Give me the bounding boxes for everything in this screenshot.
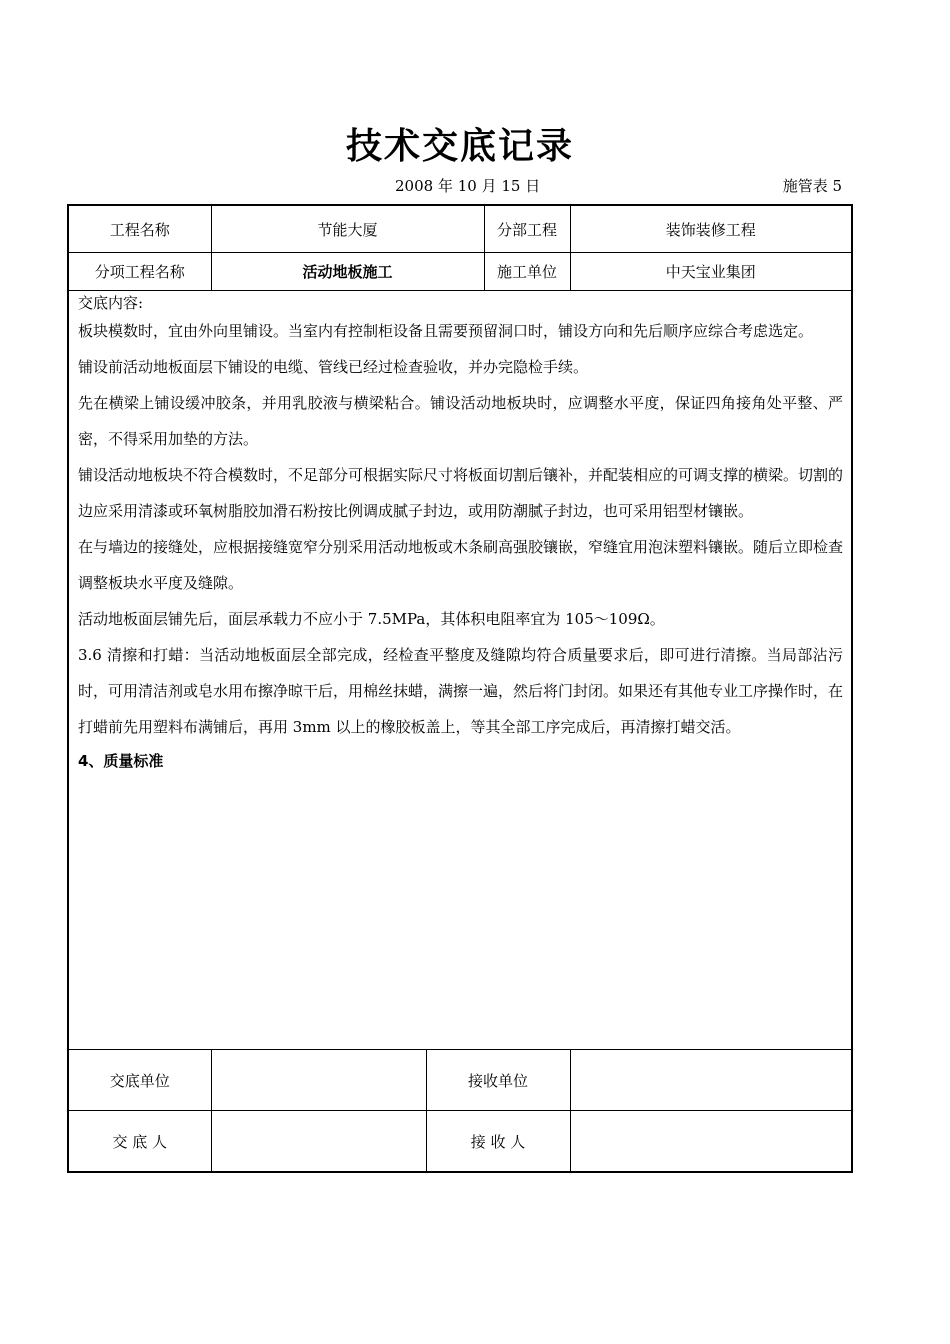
content-paragraph: 活动地板面层铺先后，面层承载力不应小于 7.5MPa，其体积电阻率宜为 105～109Ω。 [78,610,665,628]
project-label: 工程名称 [68,205,211,253]
unit-sign-row [68,1050,852,1111]
content-paragraph: 3.6 清擦和打蜡：当活动地板面层全部完成，经检查平整度及缝隙均符合质量要求后，即可进行清擦。当局部沾污时，可用清洁剂或皂水用布擦净晾干后，用棉丝抹蜡，满擦一遍，然后将门封闭。如果还有其他专业工序操作时，在打蜡前先用塑料布满铺后，再用 3mm 以上的橡胶板盖上，等其全部工序完成后，再清擦打蜡交活。 [78,646,844,736]
receiver-unit-value [570,1050,852,1111]
receiver-label: 接 收 人 [426,1111,570,1173]
content-paragraph: 铺设前活动地板面层下铺设的电缆、管线已经过检查验收，并办完隐检手续。 [78,358,589,376]
subitem-row [68,253,852,291]
person-sign-row [68,1111,852,1173]
issuer-unit-label: 交底单位 [68,1050,211,1111]
issuer-unit-value [211,1050,426,1111]
division-value: 装饰装修工程 [570,205,852,253]
unit-value: 中天宝业集团 [570,253,852,291]
record-table [67,204,853,1173]
content-paragraph: 在与墙边的接缝处，应根据接缝宽窄分别采用活动地板或木条刷高强胶镶嵌，窄缝宜用泡沫塑料镶嵌。随后立即检查调整板块水平度及缝隙。 [78,538,844,592]
section-heading: 4、质量标准 [78,752,164,770]
content-paragraph: 板块模数时，宜由外向里铺设。当室内有控制柜设备且需要预留洞口时，铺设方向和先后顺序应综合考虑选定。 [78,322,814,340]
content-cell [68,291,852,1050]
division-label: 分部工程 [484,205,570,253]
issuer-value [211,1111,426,1173]
project-value: 节能大厦 [211,205,484,253]
project-row [68,205,852,253]
record-date: 2008 年 10 月 15 日 [395,177,541,195]
subitem-value: 活动地板施工 [211,253,484,291]
form-number: 施管表 5 [782,177,842,195]
page-title: 技术交底记录 [345,126,574,167]
content-paragraph: 先在横梁上铺设缓冲胶条，并用乳胶液与横梁粘合。铺设活动地板块时，应调整水平度，保证四角接角处平整、严密，不得采用加垫的方法。 [78,394,844,448]
issuer-label: 交 底 人 [68,1111,211,1173]
subitem-label: 分项工程名称 [68,253,211,291]
content-paragraph: 铺设活动地板块不符合模数时，不足部分可根据实际尺寸将板面切割后镶补，并配装相应的可调支撑的横梁。切割的边应采用清漆或环氧树脂胶加滑石粉按比例调成腻子封边，或用防潮腻子封边，也可采用铝型材镶嵌。 [78,466,844,520]
content-row [68,291,852,1050]
receiver-value [570,1111,852,1173]
content-label: 交底内容: [78,294,144,312]
unit-label: 施工单位 [484,253,570,291]
receiver-unit-label: 接收单位 [426,1050,570,1111]
